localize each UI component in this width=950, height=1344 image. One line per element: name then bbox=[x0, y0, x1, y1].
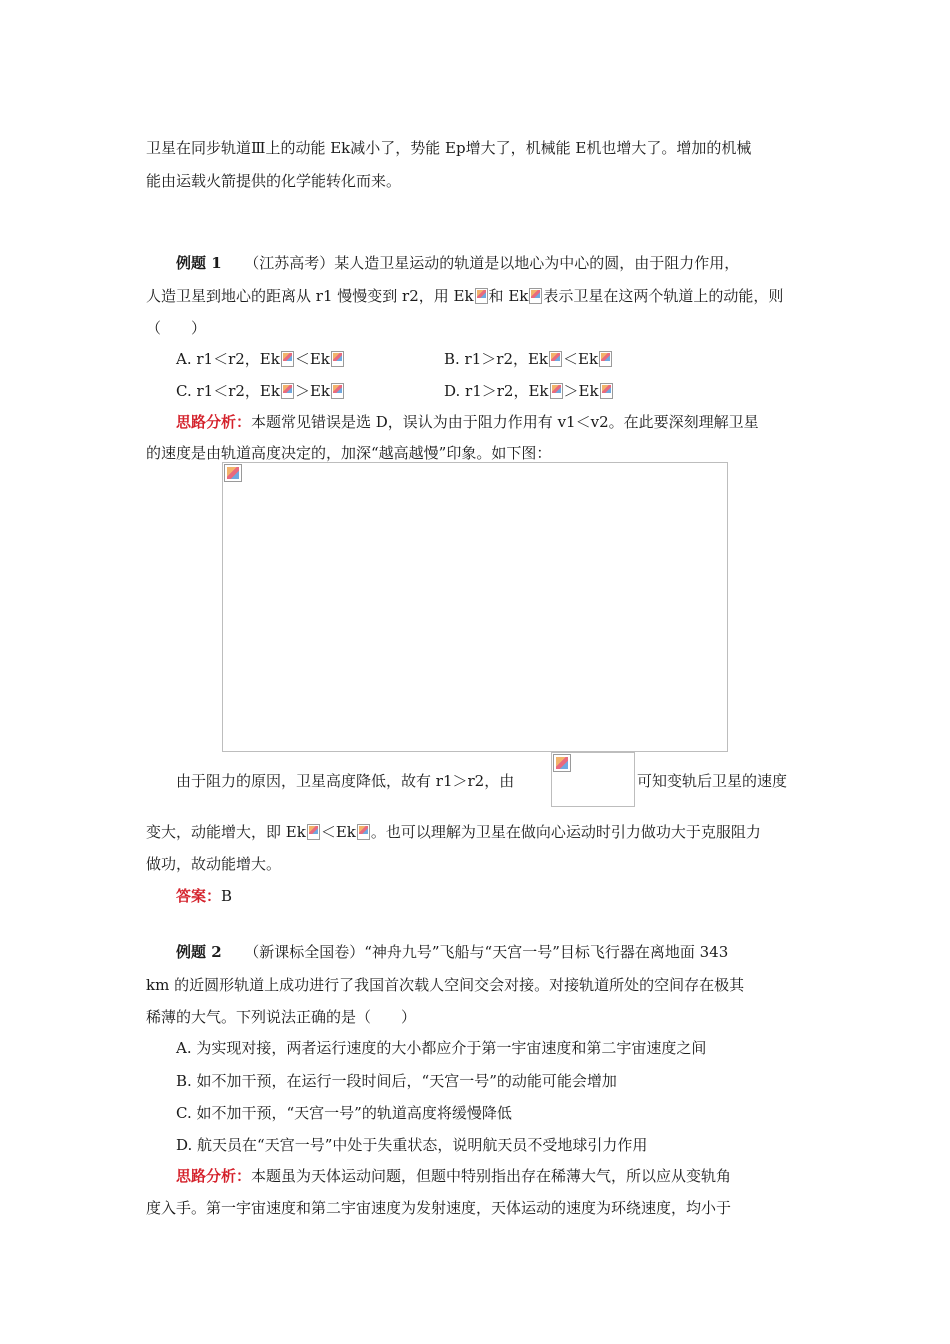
example2-analysis-line-1 bbox=[176, 1165, 731, 1187]
analysis-text-1: 本题虽为天体运动问题，但题中特别指出存在稀薄大气，所以应从变轨角 bbox=[251, 1167, 732, 1185]
option-b-text-1: B. r1＞r2，Ek bbox=[444, 350, 549, 368]
formula-image bbox=[551, 752, 635, 807]
broken-image-icon bbox=[224, 464, 242, 482]
broken-image-icon bbox=[550, 383, 563, 399]
orbit-diagram-image bbox=[222, 462, 728, 752]
explanation-text-2a: 变大，动能增大，即 Ek bbox=[146, 823, 306, 841]
broken-image-icon bbox=[475, 288, 488, 304]
example1-stem2-b: 和 Ek bbox=[488, 287, 529, 305]
broken-image-icon bbox=[553, 754, 571, 772]
broken-image-icon bbox=[357, 824, 370, 840]
broken-image-icon bbox=[331, 351, 344, 367]
explanation-text-1a: 由于阻力的原因，卫星高度降低，故有 r1＞r2，由 bbox=[176, 772, 515, 790]
example2-option-a: A. 为实现对接，两者运行速度的大小都应介于第一宇宙速度和第二宇宙速度之间 bbox=[176, 1039, 707, 1057]
example1-stem2-a: 人造卫星到地心的距离从 r1 慢慢变到 r2，用 Ek bbox=[146, 287, 474, 305]
example1-explanation-line-3: 做功，故动能增大。 bbox=[146, 855, 282, 873]
example2-option-d: D. 航天员在“天宫一号”中处于失重状态，说明航天员不受地球引力作用 bbox=[176, 1136, 648, 1154]
broken-image-icon bbox=[281, 383, 294, 399]
broken-image-icon bbox=[281, 351, 294, 367]
example2-stem-line-1 bbox=[176, 941, 728, 963]
intro-line-1: 卫星在同步轨道Ⅲ上的动能 Ek减小了，势能 Ep增大了，机械能 E机也增大了。增加的机械 bbox=[146, 139, 752, 157]
example1-stem-line-2 bbox=[146, 285, 783, 307]
example2-analysis-line-2: 度入手。第一宇宙速度和第二宇宙速度为发射速度，天体运动的速度为环绕速度，均小于 bbox=[146, 1199, 732, 1217]
option-c-text-2: ＞Ek bbox=[294, 382, 330, 400]
answer-label: 答案： bbox=[176, 887, 222, 905]
broken-image-icon bbox=[549, 351, 562, 367]
broken-image-icon bbox=[599, 351, 612, 367]
example1-option-b bbox=[444, 348, 613, 370]
example2-option-c: C. 如不加干预，“天宫一号”的轨道高度将缓慢降低 bbox=[176, 1104, 512, 1122]
option-d-text-2: ＞Ek bbox=[563, 382, 599, 400]
example1-analysis-line-2: 的速度是由轨道高度决定的，加深“越高越慢”印象。如下图： bbox=[146, 444, 552, 462]
explanation-text-2b: ＜Ek bbox=[320, 823, 356, 841]
option-c-text-1: C. r1＜r2，Ek bbox=[176, 382, 280, 400]
broken-image-icon bbox=[331, 383, 344, 399]
analysis-label: 思路分析： bbox=[176, 1167, 252, 1185]
example1-option-d bbox=[444, 380, 614, 402]
example1-stem2-c: 表示卫星在这两个轨道上的动能，则 bbox=[543, 287, 784, 305]
option-b-text-2: ＜Ek bbox=[563, 350, 599, 368]
broken-image-icon bbox=[600, 383, 613, 399]
example2-option-b: B. 如不加干预，在运行一段时间后，“天宫一号”的动能可能会增加 bbox=[176, 1072, 617, 1090]
example2-title: 例题 2 bbox=[176, 943, 222, 961]
example2-stem-line-3: 稀薄的大气。下列说法正确的是（ ） bbox=[146, 1008, 417, 1026]
example1-explanation-line-1 bbox=[176, 770, 514, 792]
broken-image-icon bbox=[529, 288, 542, 304]
example1-analysis-line-1 bbox=[176, 411, 759, 433]
answer-value: B bbox=[221, 887, 233, 905]
option-a-text-2: ＜Ek bbox=[294, 350, 330, 368]
example1-explanation-line-2 bbox=[146, 821, 761, 843]
example1-stem-text-1: （江苏高考）某人造卫星运动的轨道是以地心为中心的圆，由于阻力作用， bbox=[251, 254, 740, 272]
broken-image-icon bbox=[307, 824, 320, 840]
option-d-text-1: D. r1＞r2，Ek bbox=[444, 382, 549, 400]
intro-line-2: 能由运载火箭提供的化学能转化而来。 bbox=[146, 172, 402, 190]
explanation-text-1b: 可知变轨后卫星的速度 bbox=[637, 772, 788, 790]
option-a-text-1: A. r1＜r2，Ek bbox=[176, 350, 280, 368]
example1-stem-line-3: （ ） bbox=[146, 319, 207, 337]
example2-stem-text-1: （新课标全国卷）“神舟九号”飞船与“天宫一号”目标飞行器在离地面 343 bbox=[251, 943, 729, 961]
analysis-label: 思路分析： bbox=[176, 413, 252, 431]
example2-stem-line-2: km 的近圆形轨道上成功进行了我国首次载人空间交会对接。对接轨道所处的空间存在极其 bbox=[146, 976, 745, 994]
example1-option-a bbox=[176, 348, 345, 370]
explanation-text-2c: 。也可以理解为卫星在做向心运动时引力做功大于克服阻力 bbox=[370, 823, 761, 841]
example1-stem-line-1 bbox=[176, 252, 739, 274]
example1-answer bbox=[176, 885, 232, 907]
analysis-text-1: 本题常见错误是选 D，误认为由于阻力作用有 v1＜v2。在此要深刻理解卫星 bbox=[251, 413, 759, 431]
example1-title: 例题 1 bbox=[176, 254, 222, 272]
example1-option-c bbox=[176, 380, 345, 402]
